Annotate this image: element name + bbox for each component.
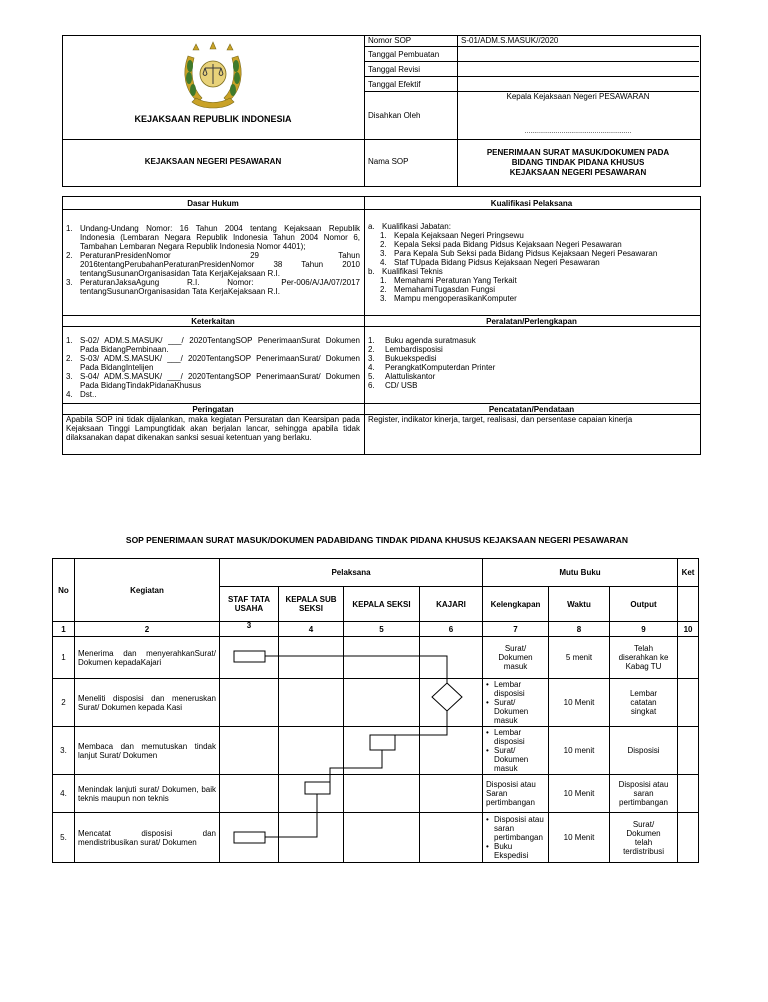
- row-kegiatan: Menerima dan menyerahkanSurat/ Dokumen kepadaKajari: [75, 637, 220, 679]
- peralatan-title: Peralatan/Perlengkapan: [486, 317, 577, 326]
- peralatan-item: 5. Alattuliskantor: [368, 372, 436, 381]
- col-num: 7: [483, 622, 549, 637]
- kel-line: Disposisi atau: [486, 780, 536, 789]
- out-line: catatan: [630, 698, 657, 707]
- col-num: 6: [420, 622, 483, 637]
- kel-line: Dokumen: [494, 707, 529, 716]
- dasar-hukum-item: 3. PeraturanJaksaAgung R.I. Nomor: Per-006/A/JA/07/2017 tentangSusunanOrganisasidan Tata KerjaKejaksaan R.I.: [66, 278, 360, 296]
- label-tanggal-pembuatan: Tanggal Pembuatan: [368, 50, 440, 59]
- out-line: Telah: [633, 644, 654, 653]
- dasar-hukum-item: 1. Undang-Undang Nomor: 16 Tahun 2004 tentang Kejaksaan Republik Indonesia (Lembaran Negara Republik Indonesia Tahun 2004 Nomor 6, Tambahan Lembaran Negara Republik Indonesia Nomor 4401);: [66, 224, 360, 251]
- out-line: singkat: [630, 707, 657, 716]
- peringatan-text: Apabila SOP ini tidak dijalankan, maka kegiatan Persuratan dan Kearsipan pada Kejaksaan Tinggi Lampungtidak akan berjalan lancar, sehingga apabila tidak dilaksanakan dapat dikenakan sanksi sesuai ketentuan yang berlaku.: [66, 415, 360, 442]
- col-ket: Ket: [678, 559, 699, 587]
- kel-line: Dokumen: [494, 755, 529, 764]
- col-output: Output: [610, 587, 678, 622]
- kualifikasi-item: 3. Para Kepala Sub Seksi pada Bidang Pidsus Kejaksaan Negeri Pesawaran: [380, 249, 658, 258]
- out-line: saran: [633, 789, 654, 798]
- out-line: Disposisi: [627, 746, 660, 755]
- row-no: 3.: [53, 727, 75, 775]
- nama-sop-line-1: PENERIMAAN SURAT MASUK/DOKUMEN PADA: [486, 148, 670, 157]
- out-line: Surat/: [632, 819, 655, 829]
- kel-line: Dokumen: [498, 653, 533, 662]
- col-pelaksana: Pelaksana: [220, 559, 483, 587]
- kualifikasi-item: 2. Kepala Seksi pada Bidang Pidsus Kejaksaan Negeri Pesawaran: [380, 240, 622, 249]
- col-mutu-buku: Mutu Buku: [483, 559, 678, 587]
- sop-title: SOP PENERIMAAN SURAT MASUK/DOKUMEN PADABIDANG TINDAK PIDANA KHUSUS KEJAKSAAN NEGERI PESAWARAN: [125, 535, 629, 545]
- row-no: 5.: [53, 813, 75, 863]
- row-no: 2: [53, 679, 75, 727]
- out-line: Disposisi atau: [618, 780, 669, 789]
- row-output: [610, 679, 678, 727]
- table-row: [53, 637, 699, 679]
- out-line: Dokumen: [626, 828, 661, 838]
- row-waktu: 10 Menit: [549, 679, 610, 727]
- ket-blank: [678, 587, 699, 622]
- row-waktu: 5 menit: [549, 637, 610, 679]
- row-waktu: 10 Menit: [549, 813, 610, 863]
- dasar-hukum-list: [66, 224, 360, 296]
- keterkaitan-item: 2. S-03/ ADM.S.MASUK/ ___/ 2020TentangSOP PenerimaanSurat/ Dokumen Pada BidangIntelijen: [66, 354, 360, 372]
- table-row: [53, 813, 699, 863]
- col-num: 5: [344, 622, 420, 637]
- kel-line: Saran: [486, 789, 508, 798]
- label-nomor-sop: Nomor SOP: [368, 36, 412, 45]
- col-num: 4: [279, 622, 344, 637]
- row-output: [610, 813, 678, 863]
- col-num: 3: [220, 622, 279, 637]
- kel-bullet: • Surat/ Dokumen masuk: [486, 746, 545, 773]
- table-row: [53, 679, 699, 727]
- col-num: 2: [75, 622, 220, 637]
- kel-line: Disposisi atau: [494, 815, 544, 824]
- kel-line: Surat/: [494, 698, 516, 707]
- keterkaitan-item: 3. S-04/ ADM.S.MASUK/ ___/ 2020TentangSOP PenerimaanSurat/ Dokumen Pada BidangTindakPidanaKhusus: [66, 372, 360, 390]
- kualifikasi-item: 1. Kepala Kejaksaan Negeri Pringsewu: [380, 231, 524, 240]
- col-num: 10: [678, 622, 699, 637]
- table-row: [53, 727, 699, 775]
- row-kegiatan: Menindak lanjuti surat/ Dokumen, baik teknis maupun non teknis: [75, 775, 220, 813]
- kel-line: masuk: [503, 662, 528, 671]
- col-actor-kajari: KAJARI: [420, 587, 483, 622]
- kualifikasi-group: b. Kualifikasi Teknis: [368, 267, 443, 276]
- peralatan-list: [368, 336, 696, 390]
- col-num: 9: [610, 622, 678, 637]
- kel-bullet: • Buku Ekspedisi: [486, 842, 545, 860]
- col-actor-staf-tu: STAF TATA USAHA: [220, 587, 279, 622]
- kualifikasi-item: 2. MemahamiTugasdan Fungsi: [380, 285, 496, 294]
- keterkaitan-item: 1. S-02/ ADM.S.MASUK/ ___/ 2020TentangSOP PenerimaanSurat Dokumen Pada BidangPembinaan.: [66, 336, 360, 354]
- kel-bullet: • Lembar disposisi: [486, 680, 545, 698]
- keterkaitan-title: Keterkaitan: [191, 317, 235, 326]
- kualifikasi-title: Kualifikasi Pelaksana: [490, 199, 573, 208]
- keterkaitan-item: 4. Dst..: [66, 390, 97, 399]
- kel-line: Lembar: [494, 680, 522, 689]
- label-tanggal-efektif: Tanggal Efektif: [368, 80, 421, 89]
- row-kelengkapan: [483, 775, 549, 813]
- out-line: diserahkan ke: [618, 653, 669, 662]
- table-row: [53, 775, 699, 813]
- kel-line: pertimbangan: [486, 798, 535, 807]
- pencatatan-text: Register, indikator kinerja, target, realisasi, dan persentase capaian kinerja: [368, 415, 633, 424]
- kejaksaan-emblem-logo: [180, 40, 246, 112]
- kel-line: disposisi: [494, 689, 525, 698]
- out-line: pertimbangan: [619, 798, 668, 807]
- row-kegiatan: Mencatat disposisi dan mendistribusikan surat/ Dokumen: [75, 813, 220, 863]
- peralatan-item: 3. Bukuekspedisi: [368, 354, 437, 363]
- signature-line: .......................................................: [524, 128, 632, 135]
- row-kelengkapan: [483, 727, 549, 775]
- peralatan-item: 1. Buku agenda suratmasuk: [368, 336, 476, 345]
- dasar-hukum-item: 2. PeraturanPresidenNomor 29 Tahun 2016tentangPerubahanPeraturanPresidenNomor 38 Tahun 2010 tentangSusunanOrganisasidan Tata KerjaKejaksaan R.I.: [66, 251, 360, 278]
- kel-line: masuk: [494, 764, 518, 773]
- sop-flow-table: [52, 558, 699, 863]
- kel-line: Ekspedisi: [494, 851, 529, 860]
- row-kegiatan: Membaca dan memutuskan tindak lanjut Surat/ Dokumen: [75, 727, 220, 775]
- kel-line: Surat/: [504, 644, 527, 653]
- row-output: [610, 727, 678, 775]
- dasar-hukum-title: Dasar Hukum: [187, 199, 239, 208]
- row-kegiatan: Meneliti disposisi dan meneruskan Surat/ Dokumen kepada Kasi: [75, 679, 220, 727]
- kel-line: Surat/: [494, 746, 516, 755]
- kualifikasi-list: [368, 222, 696, 303]
- out-line: telah: [634, 837, 653, 847]
- label-nama-sop: Nama SOP: [368, 157, 409, 166]
- kel-line: Buku: [494, 842, 513, 851]
- peralatan-item: 4. PerangkatKomputerdan Printer: [368, 363, 496, 372]
- row-kelengkapan: [483, 679, 549, 727]
- kualifikasi-item: 1. Memahami Peraturan Yang Terkait: [380, 276, 517, 285]
- value-nama-sop: [457, 148, 699, 178]
- out-line: Kabag TU: [625, 662, 662, 671]
- kualifikasi-item: 3. Mampu mengoperasikanKomputer: [380, 294, 517, 303]
- col-no: No: [53, 559, 75, 622]
- label-tanggal-revisi: Tanggal Revisi: [368, 65, 421, 74]
- kel-bullet: • Lembar disposisi: [486, 728, 545, 746]
- kel-line: saran: [494, 824, 515, 833]
- label-disahkan-oleh: Disahkan Oleh: [368, 111, 421, 120]
- value-nomor-sop: S-01/ADM.S.MASUK//2020: [461, 36, 559, 45]
- out-line: terdistribusi: [623, 846, 664, 856]
- row-kelengkapan: [483, 637, 549, 679]
- peringatan-title: Peringatan: [192, 405, 234, 414]
- row-no: 1: [53, 637, 75, 679]
- kel-line: pertimbangan: [494, 833, 543, 842]
- row-waktu: 10 menit: [549, 727, 610, 775]
- row-kelengkapan: [483, 813, 549, 863]
- peralatan-item: 2. Lembardisposisi: [368, 345, 443, 354]
- col-actor-kasubsi: KEPALA SUB SEKSI: [279, 587, 344, 622]
- keterkaitan-list: [66, 336, 360, 399]
- kel-bullet: • Disposisi atau saran pertimbangan: [486, 815, 544, 842]
- nama-sop-line-3: KEJAKSAAN NEGERI PESAWARAN: [509, 168, 647, 177]
- row-no: 4.: [53, 775, 75, 813]
- row-waktu: 10 Menit: [549, 775, 610, 813]
- pencatatan-title: Pencatatan/Pendataan: [488, 405, 575, 414]
- col-kegiatan: Kegiatan: [75, 559, 220, 622]
- value-disahkan-oleh: Kepala Kejaksaan Negeri PESAWARAN: [506, 92, 650, 101]
- unit-name: KEJAKSAAN NEGERI PESAWARAN: [144, 157, 282, 166]
- kualifikasi-group: a. Kualifikasi Jabatan:: [368, 222, 451, 231]
- row-output: [610, 775, 678, 813]
- kel-line: masuk: [494, 716, 518, 725]
- col-num: 1: [53, 622, 75, 637]
- col-num: 8: [549, 622, 610, 637]
- kel-bullet: • Surat/ Dokumen masuk: [486, 698, 545, 725]
- nama-sop-line-2: BIDANG TINDAK PIDANA KHUSUS: [511, 158, 645, 167]
- col-kelengkapan: Kelengkapan: [483, 587, 549, 622]
- kel-line: disposisi: [494, 737, 525, 746]
- col-actor-kasi: KEPALA SEKSI: [344, 587, 420, 622]
- col-waktu: Waktu: [549, 587, 610, 622]
- org-name: KEJAKSAAN REPUBLIK INDONESIA: [134, 114, 292, 124]
- out-line: Lembar: [629, 689, 658, 698]
- peralatan-item: 6. CD/ USB: [368, 381, 418, 390]
- row-output: [610, 637, 678, 679]
- kel-line: Lembar: [494, 728, 522, 737]
- kualifikasi-item: 4. Staf TUpada Bidang Pidsus Kejaksaan Negeri Pesawaran: [380, 258, 600, 267]
